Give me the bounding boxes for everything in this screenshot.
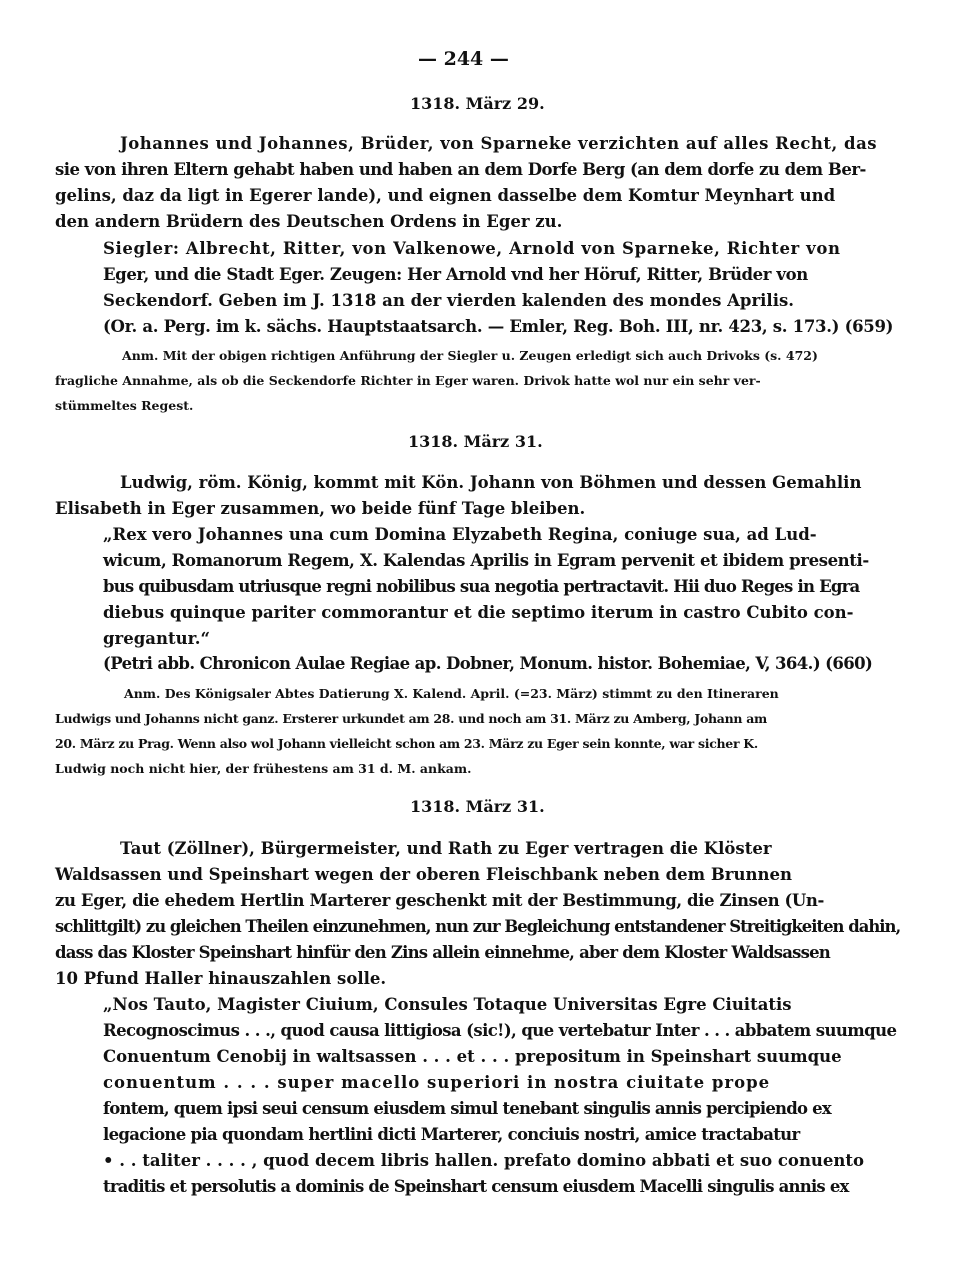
entry-text-line: • . . taliter . . . . , quod decem libris hallen. prefato domino abbati et suo conuento	[103, 1151, 865, 1170]
entry-text-line: Ludwig, röm. König, kommt mit Kön. Johann von Böhmen und dessen Gemahlin	[120, 473, 862, 492]
footnote-line: Anm. Mit der obigen richtigen Anführung der Siegler u. Zeugen erledigt sich auch Drivoks (s. 472)	[122, 348, 818, 363]
entry-text-line: Recognoscimus . . ., quod causa littigiosa (sic!), que vertebatur Inter . . . abbatem suumque	[103, 1021, 897, 1040]
footnote-line: Ludwig noch nicht hier, der frühestens am 31 d. M. ankam.	[55, 761, 472, 776]
entry-text-line: 10 Pfund Haller hinauszahlen solle.	[55, 969, 387, 988]
entry-date: 1318. März 31.	[410, 797, 545, 816]
entry-date: 1318. März 31.	[408, 432, 543, 451]
entry-text-line: „Rex vero Johannes una cum Domina Elyzabeth Regina, coniuge sua, ad Lud-	[103, 525, 817, 544]
entry-source-line: (Petri abb. Chronicon Aulae Regiae ap. Dobner, Monum. histor. Bohemiae, V, 364.) (660)	[103, 654, 873, 673]
entry-text-line: sie von ihren Eltern gehabt haben und haben an dem Dorfe Berg (an dem dorfe zu dem Ber-	[55, 160, 866, 179]
footnote-line: Anm. Des Königsaler Abtes Datierung X. Kalend. April. (=23. März) stimmt zu den Itineraren	[124, 686, 779, 701]
entry-text-line: Taut (Zöllner), Bürgermeister, und Rath zu Eger vertragen die Klöster	[120, 839, 772, 858]
entry-text-line: den andern Brüdern des Deutschen Ordens in Eger zu.	[55, 212, 563, 231]
entry-source-line: (Or. a. Perg. im k. sächs. Hauptstaatsarch. — Emler, Reg. Boh. III, nr. 423, s. 173.) (659)	[103, 317, 894, 336]
footnote-line: Ludwigs und Johanns nicht ganz. Ersterer urkundet am 28. und noch am 31. März zu Amberg, Johann am	[55, 711, 767, 726]
footnote-line: stümmeltes Regest.	[55, 398, 194, 413]
entry-text-line: fontem, quem ipsi seui censum eiusdem simul tenebant singulis annis percipiendo ex	[103, 1099, 831, 1118]
entry-text-line: „Nos Tauto, Magister Ciuium, Consules Totaque Universitas Egre Ciuitatis	[103, 995, 792, 1014]
footnote-line: 20. März zu Prag. Wenn also wol Johann vielleicht schon am 23. März zu Eger sein konnte, war sicher K.	[55, 736, 758, 751]
entry-text-line: Johannes und Johannes, Brüder, von Sparneke verzichten auf alles Recht, das	[120, 134, 878, 153]
entry-text-line: Waldsassen und Speinshart wegen der oberen Fleischbank neben dem Brunnen	[55, 865, 792, 884]
entry-text-line: schlittgilt) zu gleichen Theilen einzunehmen, nun zur Begleichung entstandener Streitigkeiten dahin,	[55, 917, 901, 936]
entry-date: 1318. März 29.	[410, 94, 545, 113]
entry-text-line: conuentum . . . . super macello superiori in nostra ciuitate prope	[103, 1073, 771, 1092]
entry-text-line: zu Eger, die ehedem Hertlin Marterer geschenkt mit der Bestimmung, die Zinsen (Un-	[55, 891, 824, 910]
entry-text-line: Eger, und die Stadt Eger. Zeugen: Her Arnold vnd her Höruf, Ritter, Brüder von	[103, 265, 808, 284]
footnote-line: fragliche Annahme, als ob die Seckendorfe Richter in Eger waren. Drivok hatte wol nur ein sehr ver-	[55, 373, 761, 388]
entry-text-line: Elisabeth in Eger zusammen, wo beide fünf Tage bleiben.	[55, 499, 586, 518]
entry-text-line: Siegler: Albrecht, Ritter, von Valkenowe, Arnold von Sparneke, Richter von	[103, 239, 841, 258]
entry-text-line: diebus quinque pariter commorantur et die septimo iterum in castro Cubito con-	[103, 603, 854, 622]
entry-text-line: wicum, Romanorum Regem, X. Kalendas Aprilis in Egram pervenit et ibidem presenti-	[103, 551, 869, 570]
entry-text-line: gelins, daz da ligt in Egerer lande), und eignen dasselbe dem Komtur Meynhart und	[55, 186, 836, 205]
entry-text-line: legacione pia quondam hertlini dicti Marterer, conciuis nostri, amice tractabatur	[103, 1125, 800, 1144]
entry-text-line: bus quibusdam utriusque regni nobilibus sua negotia pertractavit. Hii duo Reges in Egra	[103, 577, 860, 596]
entry-text-line: dass das Kloster Speinshart hinfür den Zins allein einnehme, aber dem Kloster Waldsassen	[55, 943, 830, 962]
entry-text-line: Seckendorf. Geben im J. 1318 an der vierden kalenden des mondes Aprilis.	[103, 291, 794, 310]
page-number: — 244 —	[418, 48, 509, 70]
entry-text-line: gregantur.“	[103, 629, 210, 648]
entry-text-line: traditis et persolutis a dominis de Speinshart censum eiusdem Macelli singulis annis ex	[103, 1177, 849, 1196]
entry-text-line: Conuentum Cenobij in waltsassen . . . et . . . prepositum in Speinshart suumque	[103, 1047, 842, 1066]
